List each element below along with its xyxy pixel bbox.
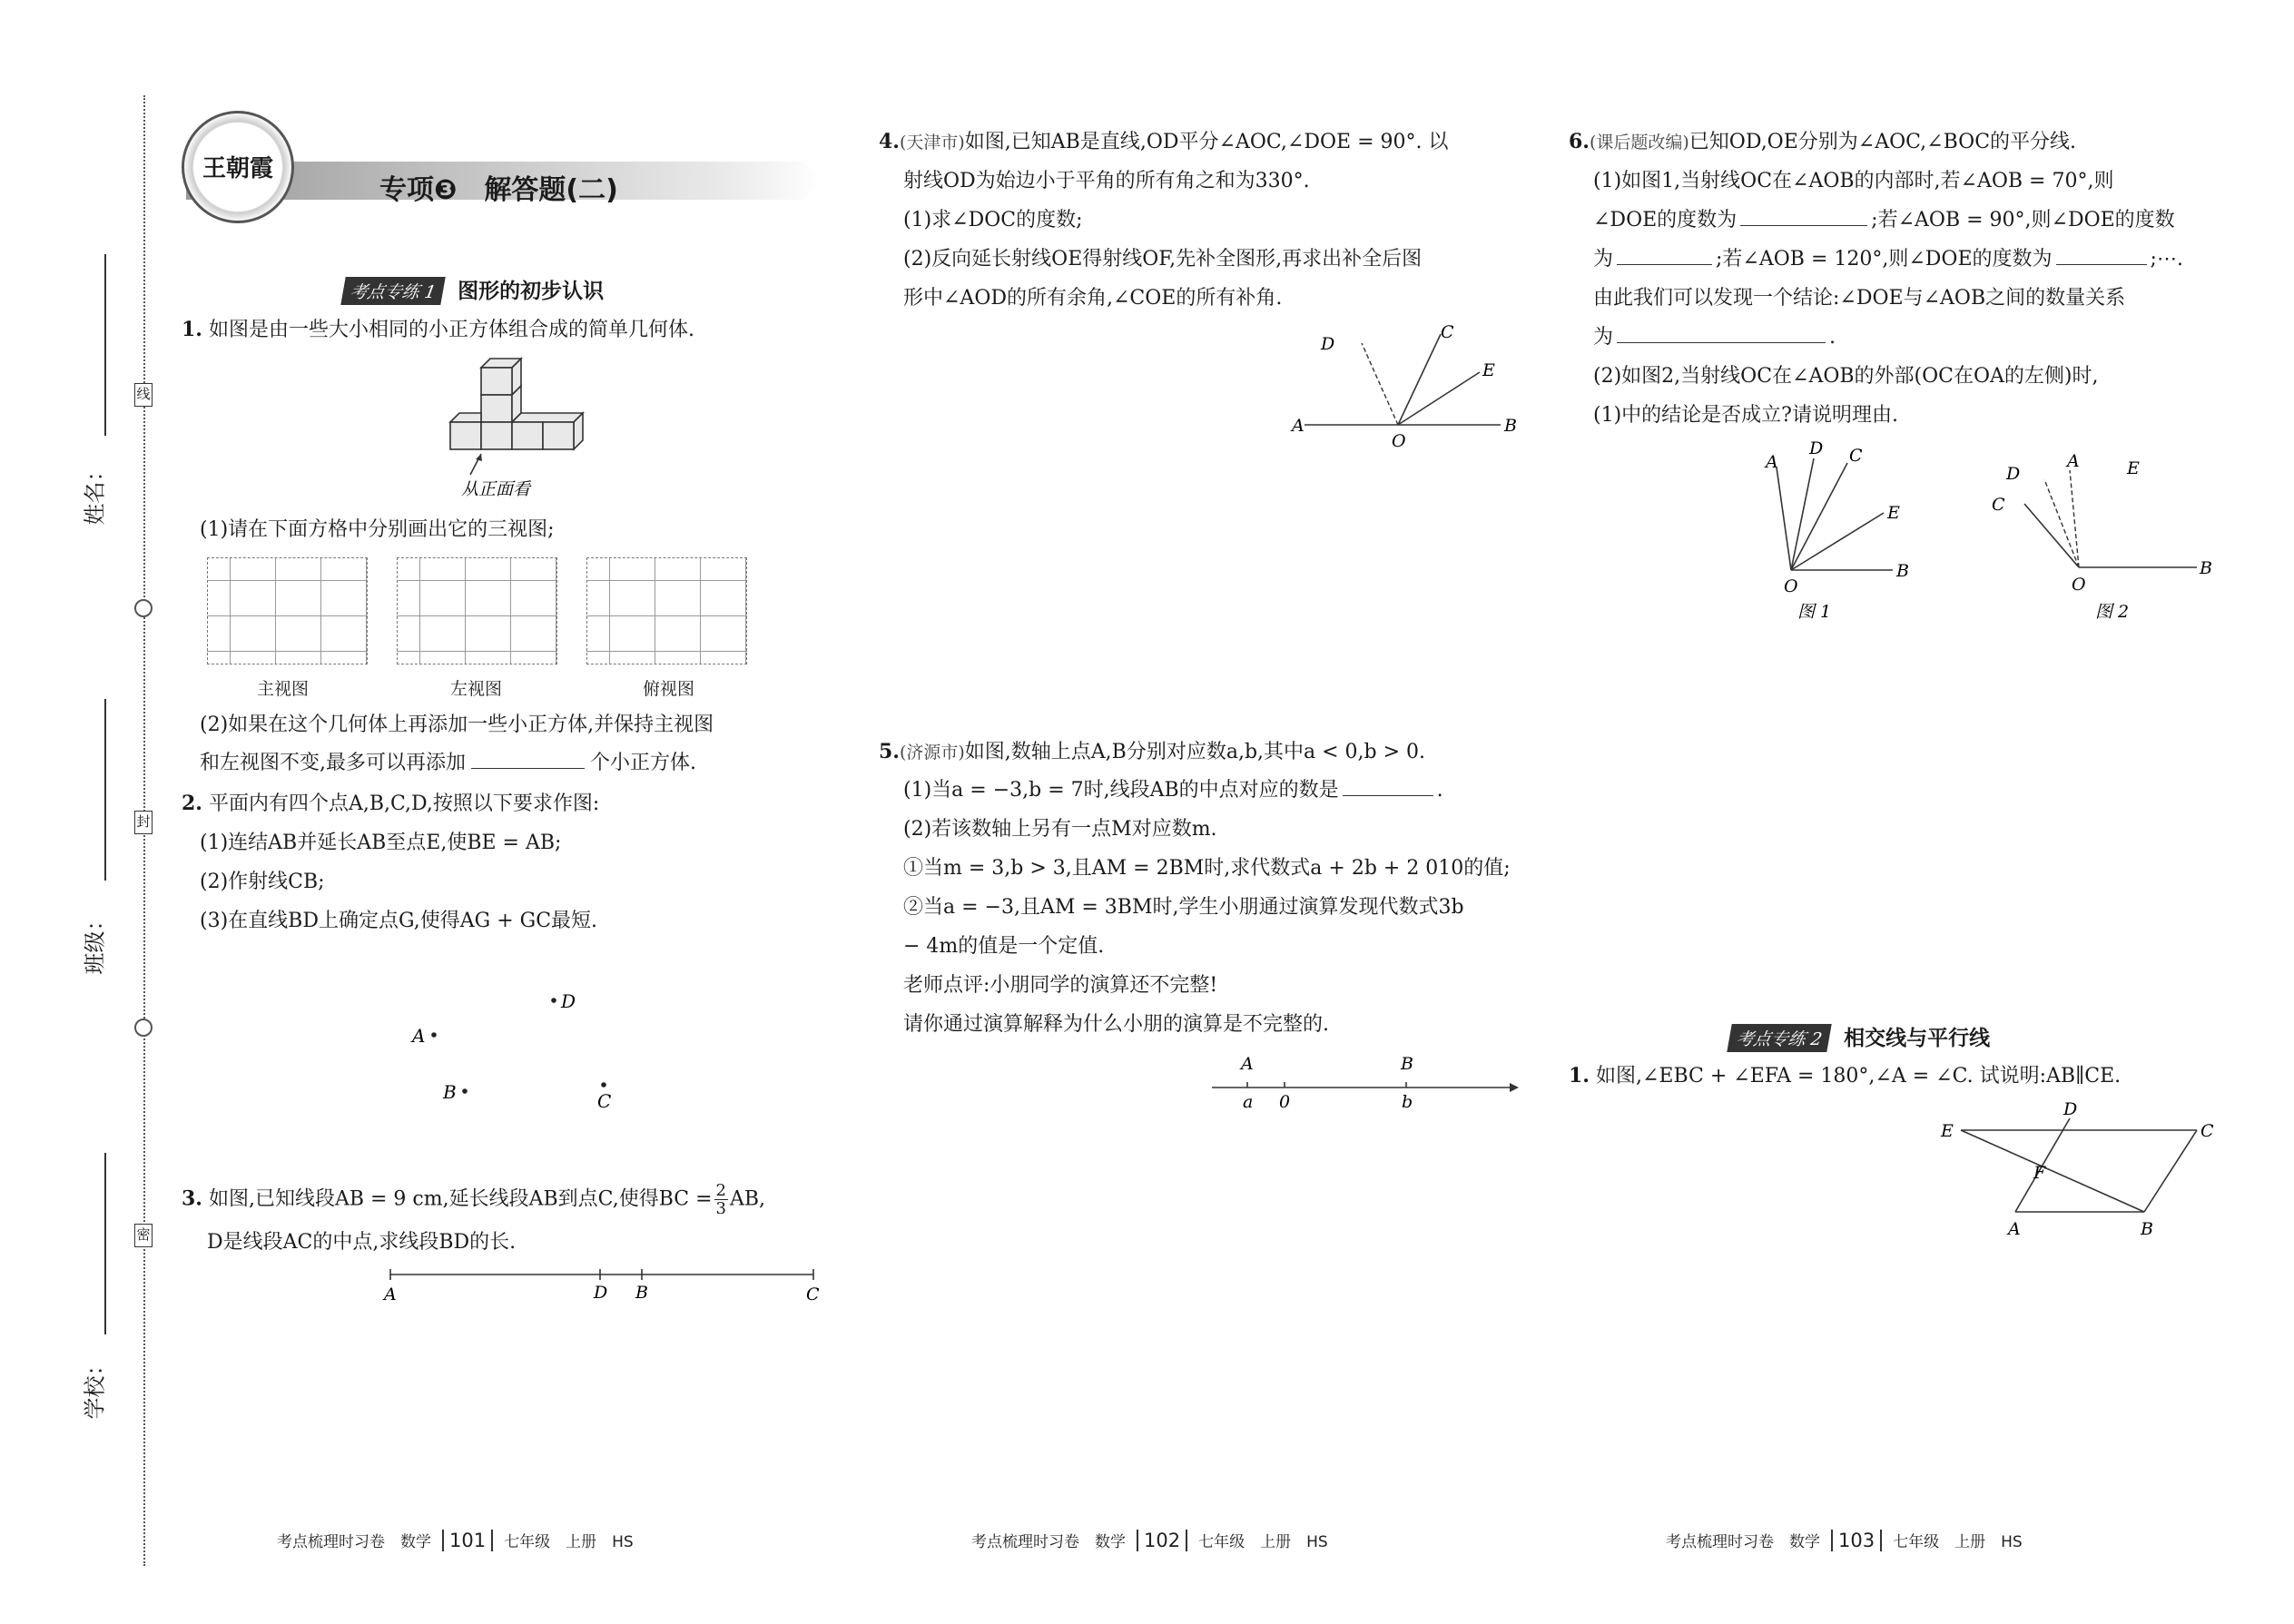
school-underline [104, 1153, 106, 1334]
q4-line4: (2)反向延长射线OE得射线OF,先补全图形,再求出补全后图 [903, 248, 1423, 271]
q6-text-4c: ;⋯. [2150, 248, 2183, 271]
q2-text [182, 793, 599, 814]
q6-blank-2[interactable] [1617, 264, 1712, 265]
footer-page-101 [277, 1529, 634, 1551]
q6-line5: 由此我们可以发现一个结论:∠DOE与∠AOB之间的数量关系 [1593, 287, 2126, 310]
q7-label-a: A [2008, 1219, 2021, 1239]
q5-line4: ①当m = 3,b > 3,且AM = 2BM时,求代数式a + 2b + 2 010的值; [903, 857, 1511, 880]
q7-label-b: B [2141, 1219, 2153, 1239]
footer-left-3: 考点梳理时习卷 数学 [1666, 1533, 1820, 1551]
q7-number: 1. [1569, 1064, 1590, 1088]
banner-title: 专项❸ 解答题(二) [379, 174, 618, 206]
section2-title: 相交线与平行线 [1844, 1027, 1991, 1050]
q7-text [1569, 1066, 2121, 1087]
q5-text-2: (1)当a = −3,b = 7时,线段AB的中点对应的数是 [903, 779, 1339, 802]
name-label: 姓名： [82, 459, 108, 526]
left-view-grid[interactable] [397, 557, 557, 664]
page-number-102: 102 [1137, 1530, 1187, 1551]
q6-figure-2 [1979, 436, 2224, 622]
section2-heading [1729, 1021, 1990, 1052]
q2-point-c: C [597, 1090, 612, 1112]
q3-label-a: A [384, 1284, 397, 1304]
q1-cube-figure [434, 349, 597, 504]
q3-label-b: B [635, 1283, 648, 1303]
fig1-label-o: O [1784, 576, 1798, 596]
q3-frac-den: 3 [715, 1199, 726, 1218]
fig2-label-d: D [2006, 464, 2021, 484]
q4-label-d: D [1321, 334, 1335, 354]
q2-stem: 平面内有四个点A,B,C,D,按照以下要求作图: [208, 792, 600, 815]
q5-line8: 请你通过演算解释为什么小朋的演算是不完整的. [903, 1013, 1329, 1036]
q4-line5: 形中∠AOD的所有余角,∠COE的所有补角. [903, 287, 1283, 310]
q5-answer-blank[interactable] [1343, 795, 1433, 796]
q5-line6: − 4m的值是一个定值. [903, 935, 1105, 958]
q4-label-b: B [1504, 416, 1517, 436]
q5-label-A: A [1241, 1054, 1254, 1074]
school-label: 学校： [82, 1353, 108, 1420]
q6-text-1: 已知OD,OE分别为∠AOC,∠BOC的平分线. [1689, 131, 2077, 153]
q4-angle-figure [1285, 318, 1521, 454]
seal-mark-line: 线 [134, 383, 153, 407]
q1-p2c: 个小正方体. [590, 752, 696, 774]
q6-line3 [1593, 211, 2175, 231]
footer-page-103 [1666, 1529, 2023, 1551]
q5-source: (济源市) [899, 743, 965, 763]
logo-text: 王朝霞 [202, 155, 273, 182]
q6-text-4b: ;若∠AOB = 120°,则∠DOE的度数为 [1716, 248, 2053, 271]
q3-frac-num: 2 [715, 1181, 726, 1200]
q3-line2: D是线段AC的中点,求线段BD的长. [207, 1231, 517, 1254]
q1-number: 1. [182, 318, 202, 341]
q5-line5: ②当a = −3,且AM = 3BM时,学生小朋通过演算发现代数式3b [903, 896, 1464, 919]
q4-source: (天津市) [899, 133, 965, 153]
q6-source: (课后题改编) [1589, 133, 1689, 153]
q4-line3: (1)求∠DOC的度数; [903, 209, 1083, 231]
top-view-grid[interactable] [586, 557, 747, 664]
q4-line2: 射线OD为始边小于平角的所有角之和为330°. [903, 170, 1310, 192]
footer-left-2: 考点梳理时习卷 数学 [971, 1533, 1126, 1551]
fig1-caption: 图 1 [1797, 602, 1832, 622]
logo-badge [182, 111, 294, 223]
q4-label-a: A [1292, 416, 1305, 436]
q5-line2 [903, 781, 1443, 801]
q2-point-a: A [412, 1025, 426, 1047]
fig2-label-c: C [1992, 495, 2005, 515]
q6-text-6b: . [1829, 326, 1836, 349]
q4-text-1: 如图,已知AB是直线,OD平分∠AOC,∠DOE = 90°. 以 [964, 131, 1449, 153]
q5-label-a: a [1243, 1092, 1254, 1112]
q5-label-B: B [1401, 1054, 1413, 1074]
q6-blank-4[interactable] [1617, 342, 1826, 343]
section1-tag: 考点专练 1 [340, 277, 446, 305]
q6-line1 [1569, 132, 2076, 153]
q6-blank-3[interactable] [2056, 264, 2147, 265]
fig1-label-e: E [1887, 503, 1900, 523]
section1-title: 图形的初步认识 [458, 280, 605, 303]
left-view-caption: 左视图 [450, 679, 503, 699]
q7-label-c: C [2200, 1121, 2214, 1141]
q1-p2b: 和左视图不变,最多可以再添加 [200, 752, 466, 774]
q6-number: 6. [1569, 130, 1590, 153]
fig1-label-b: B [1896, 561, 1909, 581]
q5-label-b: b [1402, 1092, 1413, 1112]
fig1-label-a: A [1766, 452, 1778, 472]
footer-right-2: 七年级 上册 HS [1198, 1533, 1328, 1551]
q6-text-4a: 为 [1593, 248, 1614, 271]
q1-text [182, 320, 694, 340]
q2-step3: (3)在直线BD上确定点G,使得AG + GC最短. [200, 910, 598, 932]
seal-mark-secret: 密 [134, 1224, 153, 1247]
fig2-label-o: O [2072, 575, 2086, 595]
q2-point-d: D [561, 990, 576, 1012]
q6-text-6a: 为 [1593, 326, 1614, 349]
footer-right-3: 七年级 上册 HS [1893, 1533, 2023, 1551]
footer-page-102 [971, 1529, 1328, 1551]
fig2-label-e: E [2127, 458, 2140, 478]
class-label: 班级： [82, 909, 108, 975]
front-view-caption: 主视图 [257, 679, 310, 699]
q6-line7: (2)如图2,当射线OC在∠AOB的外部(OC在OA的左侧)时, [1593, 365, 2099, 388]
q3-text-a: 如图,已知线段AB = 9 cm,延长线段AB到点C,使得BC = [208, 1187, 713, 1211]
q3-segment-figure [379, 1264, 824, 1309]
name-underline [104, 254, 106, 436]
fig2-label-a: A [2067, 451, 2080, 471]
q2-step2: (2)作射线CB; [200, 871, 325, 893]
q7-label-f: F [2033, 1163, 2046, 1183]
q7-figure [1934, 1098, 2233, 1244]
q6-text-3a: ∠DOE的度数为 [1593, 209, 1738, 231]
q6-figure-1 [1757, 436, 1920, 622]
q1-answer-blank[interactable] [471, 768, 585, 769]
q2-number: 2. [182, 792, 202, 815]
q6-line4 [1593, 250, 2183, 270]
q1-part2-line1: (2)如果在这个几何体上再添加一些小正方体,并保持主视图 [200, 714, 714, 736]
q6-text-3b: ;若∠AOB = 90°,则∠DOE的度数 [1871, 209, 2175, 231]
page-number-101: 101 [442, 1530, 493, 1551]
q4-label-o: O [1392, 431, 1406, 451]
footer-right-1: 七年级 上册 HS [504, 1533, 634, 1551]
q5-line7: 老师点评:小朋同学的演算还不完整! [903, 974, 1218, 997]
page-number-103: 103 [1831, 1530, 1882, 1551]
q3-line1 [182, 1182, 765, 1217]
class-underline [104, 699, 106, 881]
q5-line3: (2)若该数轴上另有一点M对应数m. [903, 818, 1217, 841]
q2-step1: (1)连结AB并延长AB至点E,使BE = AB; [200, 832, 562, 854]
q6-line8: (1)中的结论是否成立?请说明理由. [1593, 404, 1898, 427]
binding-hole-2 [134, 1019, 153, 1037]
q3-number: 3. [182, 1186, 202, 1211]
q2-point-b: B [443, 1081, 457, 1103]
q7-label-e: E [1941, 1121, 1954, 1141]
q6-line6 [1593, 328, 1836, 348]
q2-points-figure [399, 980, 635, 1117]
q5-number: 5. [879, 740, 900, 763]
q1-part1: (1)请在下面方格中分别画出它的三视图; [200, 518, 555, 541]
fig2-caption: 图 2 [2095, 602, 2130, 622]
q5-line1 [879, 742, 1425, 763]
q5-label-zero: 0 [1279, 1092, 1291, 1112]
q3-text-b: AB, [730, 1187, 766, 1211]
q6-blank-1[interactable] [1740, 225, 1867, 226]
q5-text-1: 如图,数轴上点A,B分别对应数a,b,其中a < 0,b > 0. [964, 741, 1426, 763]
fig2-label-b: B [2200, 558, 2212, 578]
binding-hole-1 [134, 599, 153, 617]
section2-tag: 考点专练 2 [1727, 1024, 1832, 1052]
q5-text-2-end: . [1436, 779, 1443, 802]
q4-label-c: C [1441, 322, 1454, 342]
q4-line1 [879, 132, 1448, 153]
q3-fraction [714, 1182, 728, 1217]
front-view-label: 从正面看 [461, 479, 531, 499]
seal-mark-seal: 封 [134, 811, 153, 834]
q7-stem: 如图,∠EBC + ∠EFA = 180°,∠A = ∠C. 试说明:AB∥CE. [1595, 1065, 2122, 1088]
q4-label-e: E [1482, 360, 1495, 380]
q3-label-d: D [594, 1283, 608, 1303]
section1-heading [343, 274, 604, 305]
q1-part2-line2 [200, 753, 696, 773]
q4-number: 4. [879, 130, 900, 153]
top-view-caption: 俯视图 [643, 679, 695, 699]
footer-left-1: 考点梳理时习卷 数学 [277, 1533, 431, 1551]
q3-label-c: C [806, 1284, 820, 1304]
q7-label-d: D [2063, 1099, 2078, 1119]
q6-line2: (1)如图1,当射线OC在∠AOB的内部时,若∠AOB = 70°,则 [1593, 170, 2114, 192]
fig1-label-d: D [1809, 438, 1824, 458]
front-view-grid[interactable] [207, 557, 368, 664]
q1-stem: 如图是由一些大小相同的小正方体组合成的简单几何体. [208, 319, 694, 341]
q5-number-line [1203, 1053, 1530, 1117]
fig1-label-c: C [1849, 446, 1863, 466]
